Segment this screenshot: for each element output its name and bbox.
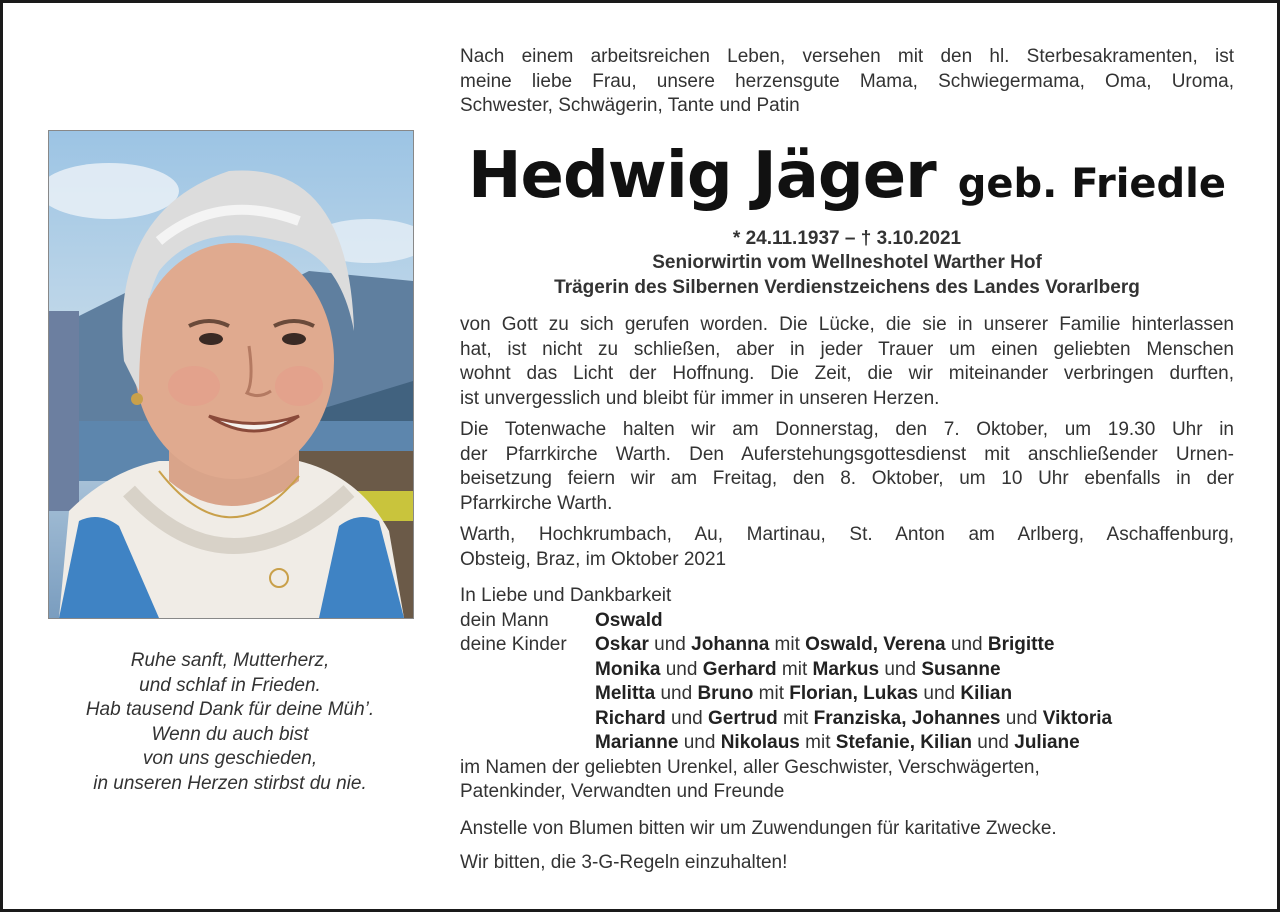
text-line: hat, ist nicht zu schließen, aber in jeder Trauer um einen geliebten Menschen bbox=[460, 338, 1234, 360]
memorial-poem bbox=[48, 649, 412, 796]
others-line: im Namen der geliebten Urenkel, aller Geschwister, Verschwägerten, bbox=[460, 756, 1040, 778]
child-family bbox=[595, 731, 1080, 756]
spouse-name: Nikolaus bbox=[720, 732, 800, 753]
conjunction: und bbox=[655, 683, 698, 704]
children-row bbox=[460, 682, 1234, 707]
intro-paragraph bbox=[460, 45, 1234, 119]
children-row bbox=[460, 633, 1234, 658]
conjunction: mit bbox=[753, 683, 790, 704]
grandchildren-names: Oswald, Verena bbox=[805, 634, 946, 655]
text-line: Obsteig, Braz, im Oktober 2021 bbox=[460, 548, 727, 570]
conjunction: mit bbox=[769, 634, 806, 655]
text-line: Die Totenwache halten wir am Donnerstag, den 7. Oktober, um 19.30 Uhr in bbox=[460, 419, 1234, 440]
intro-line: Nach einem arbeitsreichen Leben, versehen mit den hl. Sterbesakramenten, ist bbox=[460, 46, 1234, 67]
children-row bbox=[460, 658, 1234, 683]
full-name: Hedwig Jäger bbox=[467, 139, 936, 213]
text-line: wohnt das Licht der Hoffnung. Die Zeit, die wir miteinander verbringen durften, bbox=[460, 363, 1234, 384]
places-paragraph bbox=[460, 523, 1234, 572]
grandchild-name: Brigitte bbox=[987, 634, 1055, 655]
husband-label: dein Mann bbox=[460, 609, 549, 631]
conjunction: und bbox=[945, 634, 988, 655]
conjunction: und bbox=[971, 732, 1015, 753]
conjunction: mit bbox=[777, 707, 814, 729]
text-line: beisetzung feiern wir am Freitag, den 8. Oktober, um 10 Uhr ebenfalls in der bbox=[460, 468, 1234, 489]
conjunction: und bbox=[1000, 707, 1043, 729]
child-family bbox=[595, 682, 1012, 707]
grandchild-name: Viktoria bbox=[1042, 707, 1113, 729]
text-line: ist unvergesslich und bleibt für immer in unseren Herzen. bbox=[460, 387, 940, 409]
text-line: Pfarrkirche Warth. bbox=[460, 492, 613, 514]
child-name: Richard bbox=[595, 707, 666, 729]
grandchildren-names: Markus bbox=[812, 658, 880, 680]
poem-line: Wenn du auch bist bbox=[151, 723, 309, 745]
spouse-name: Bruno bbox=[697, 683, 754, 704]
conjunction: und bbox=[648, 634, 692, 655]
spouse-name: Johanna bbox=[691, 634, 770, 655]
husband-name: Oswald bbox=[595, 609, 663, 631]
conjunction: und bbox=[665, 707, 709, 729]
child-name: Melitta bbox=[595, 683, 656, 704]
children-row bbox=[460, 707, 1234, 732]
text-line: Warth, Hochkrumbach, Au, Martinau, St. Anton am Arlberg, Aschaffenburg, bbox=[460, 524, 1234, 545]
grandchildren-names: Franziska, Johannes bbox=[813, 707, 1001, 729]
children-label: deine Kinder bbox=[460, 634, 567, 655]
grandchildren-names: Florian, Lukas bbox=[789, 683, 919, 704]
conjunction: mit bbox=[799, 732, 836, 753]
poem-line: und schlaf in Frieden. bbox=[139, 674, 321, 696]
life-dates: * 24.11.1937 – † 3.10.2021 bbox=[732, 228, 962, 249]
conjunction: und bbox=[918, 683, 961, 704]
spouse-name: Gertrud bbox=[708, 707, 778, 729]
intro-line: Schwester, Schwägerin, Tante und Patin bbox=[460, 95, 800, 116]
child-family bbox=[595, 707, 1112, 732]
role-senior-hostess: Seniorwirtin vom Wellneshotel Warther Hof bbox=[652, 252, 1042, 273]
text-line: der Pfarrkirche Warth. Den Auferstehungsgottesdienst mit anschließender Urnen- bbox=[460, 443, 1234, 465]
poem-line: von uns geschieden, bbox=[142, 748, 318, 769]
spouse-name: Gerhard bbox=[702, 658, 777, 680]
conjunction: und bbox=[660, 658, 703, 680]
husband-row bbox=[460, 609, 1234, 634]
poem-line: in unseren Herzen stirbst du nie. bbox=[93, 772, 367, 794]
child-name: Oskar bbox=[595, 634, 649, 655]
passing-paragraph bbox=[460, 313, 1234, 411]
conjunction: und bbox=[879, 658, 922, 680]
grandchild-name: Juliane bbox=[1014, 732, 1080, 753]
service-paragraph bbox=[460, 418, 1234, 516]
portrait-illustration bbox=[49, 131, 413, 618]
portrait-photo bbox=[48, 130, 414, 619]
love-line: In Liebe und Dankbarkeit bbox=[460, 585, 672, 606]
child-name: Marianne bbox=[595, 732, 679, 753]
text-line: von Gott zu sich gerufen worden. Die Lücke, die sie in unserer Familie hinterlassen bbox=[460, 314, 1234, 335]
poem-line: Hab tausend Dank für deine Müh’. bbox=[85, 699, 375, 720]
grandchildren-names: Stefanie, Kilian bbox=[835, 732, 972, 753]
child-family bbox=[595, 633, 1054, 658]
child-family bbox=[595, 658, 1001, 683]
grandchild-name: Susanne bbox=[921, 658, 1001, 680]
others-line: Patenkinder, Verwandten und Freunde bbox=[460, 781, 785, 802]
children-row bbox=[460, 731, 1234, 756]
deceased-name bbox=[460, 139, 1234, 213]
maiden-name: geb. Friedle bbox=[957, 161, 1227, 207]
grandchild-name: Kilian bbox=[960, 683, 1013, 704]
family-list bbox=[460, 584, 1234, 805]
flowers-note: Anstelle von Blumen bitten wir um Zuwendungen für karitative Zwecke. bbox=[460, 818, 1057, 839]
poem-line: Ruhe sanft, Mutterherz, bbox=[130, 650, 330, 671]
intro-line: meine liebe Frau, unsere herzensgute Mama, Schwiegermama, Oma, Uroma, bbox=[460, 70, 1234, 92]
conjunction: und bbox=[678, 732, 721, 753]
covid-rules-note: Wir bitten, die 3-G-Regeln einzuhalten! bbox=[460, 852, 788, 873]
role-award: Trägerin des Silbernen Verdienstzeichens des Landes Vorarlberg bbox=[554, 277, 1140, 298]
conjunction: mit bbox=[776, 658, 813, 680]
child-name: Monika bbox=[595, 658, 661, 680]
